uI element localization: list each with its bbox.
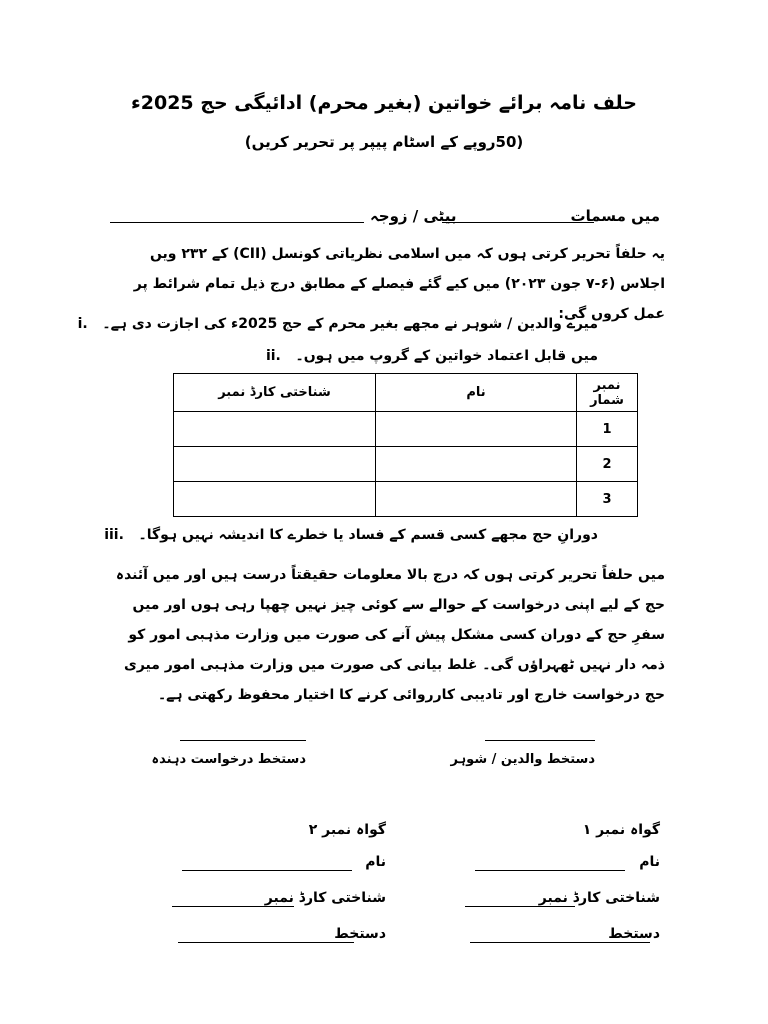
row-serial: 2 — [577, 447, 638, 482]
condition-3 — [104, 527, 598, 543]
witness-2-name-label: نام — [365, 854, 386, 870]
name-blank-line[interactable] — [442, 222, 594, 223]
parent-signature-line[interactable] — [485, 740, 595, 741]
witness-2-title: گواہ نمبر ۲ — [308, 822, 386, 838]
witness-2-signature-line[interactable] — [178, 942, 354, 943]
header-cnic: شناختی کارڈ نمبر — [174, 374, 376, 412]
row-name-cell[interactable] — [376, 412, 577, 447]
witness-1-name-line[interactable] — [475, 870, 625, 871]
page-title: حلف نامہ برائے خواتین (بغیر محرم) ادائیگی حج 2025ء — [131, 92, 637, 114]
condition-3-text: دورانِ حج مجھے کسی قسم کے فساد یا خطرے کا اندیشہ نہیں ہوگا۔ — [138, 527, 598, 543]
header-serial: نمبر شمار — [577, 374, 638, 412]
row-cnic-cell[interactable] — [174, 412, 376, 447]
parent-signature-label: دستخط والدین / شوہر — [450, 752, 595, 767]
relation-label: بیٹی / زوجہ — [370, 207, 457, 225]
witness-1-cnic-label: شناختی کارڈ نمبر — [538, 890, 660, 906]
condition-1-text: میرے والدین / شوہر نے مجھے بغیر محرم کے حج 2025ء کی اجازت دی ہے۔ — [102, 316, 598, 332]
condition-2-num: ii. — [265, 348, 281, 364]
witness-2-signature-label: دستخط — [334, 926, 386, 942]
witness-1-signature-label: دستخط — [608, 926, 660, 942]
witness-2-name-line[interactable] — [182, 870, 352, 871]
relation-blank-line[interactable] — [110, 222, 364, 223]
condition-2 — [266, 348, 598, 364]
witness-2-cnic-label: شناختی کارڈ نمبر — [264, 890, 386, 906]
table-row — [174, 482, 638, 517]
applicant-signature-line[interactable] — [180, 740, 306, 741]
applicant-signature-label: دستخط درخواست دہندہ — [151, 752, 306, 767]
name-label: میں مسمات — [570, 207, 660, 225]
page-subtitle: (50روپے کے اسٹام پیپر پر تحریر کریں) — [244, 133, 524, 151]
trusted-women-table — [173, 373, 638, 517]
header-name: نام — [376, 374, 577, 412]
condition-1 — [78, 316, 598, 332]
row-name-cell[interactable] — [376, 482, 577, 517]
table-header-row — [174, 374, 638, 412]
condition-1-num: i. — [77, 316, 88, 332]
row-serial: 1 — [577, 412, 638, 447]
table-row — [174, 412, 638, 447]
row-cnic-cell[interactable] — [174, 482, 376, 517]
witness-1-title: گواہ نمبر ۱ — [582, 822, 660, 838]
row-serial: 3 — [577, 482, 638, 517]
table-row — [174, 447, 638, 482]
affirmation-paragraph: میں حلفاً تحریر کرتی ہوں کہ درج بالا معلومات حقیقتاً درست ہیں اور میں آئندہ حج کے لیے اپنی درخواست کے حوالے سے کوئی چیز نہیں چھپا رہی ہوں اور میں سفرِ حج کے دوران کسی مشکل پیش آنے کی صورت میں وزارت مذہبی امور کو ذمہ دار نہیں ٹھہراؤں گی۔ غلط بیانی کی صورت میں وزارت مذہبی امور میری حج درخواست خارج اور تادیبی کارروائی کرنے کا اختیار محفوظ رکھتی ہے۔ — [115, 567, 665, 703]
witness-1-cnic-line[interactable] — [465, 906, 575, 907]
row-cnic-cell[interactable] — [174, 447, 376, 482]
witness-1-signature-line[interactable] — [470, 942, 650, 943]
condition-2-text: میں قابل اعتماد خواتین کے گروپ میں ہوں۔ — [295, 348, 598, 364]
witness-2-cnic-line[interactable] — [172, 906, 294, 907]
condition-3-num: iii. — [104, 527, 124, 543]
witness-1-name-label: نام — [639, 854, 660, 870]
intro-paragraph: یہ حلفاً تحریر کرتی ہوں کہ میں اسلامی نظریاتی کونسل (CII) کے ۲۳۲ ویں اجلاس (۶-۷ جون ۲۰۲۳) میں کیے گئے فیصلے کے مطابق درج ذیل تمام شرائط پر عمل کروں گی: — [133, 246, 665, 322]
row-name-cell[interactable] — [376, 447, 577, 482]
